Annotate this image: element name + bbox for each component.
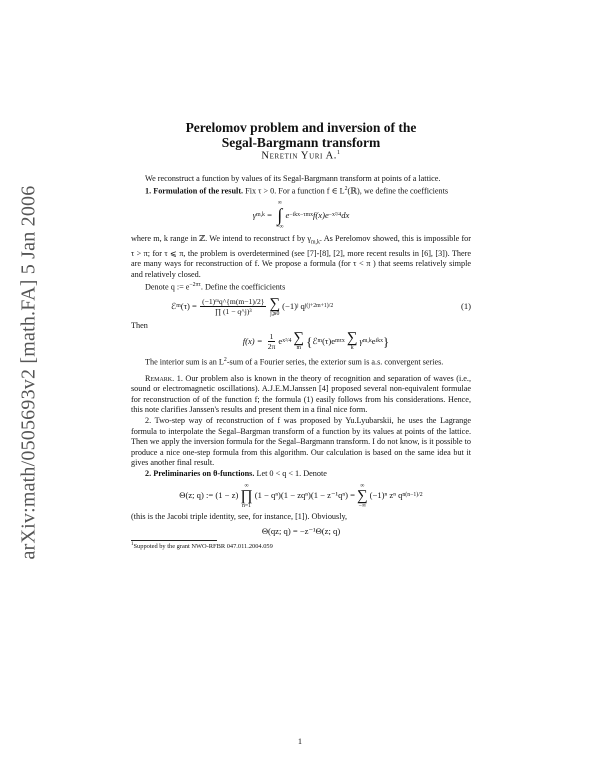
section-1-intro: 1. Formulation of the result. Fix τ > 0. For a function f ∈ $L^2(ℝ)$, we define the coefficients (145, 186, 449, 196)
gamma-equation: γ m,k = ∞ ∫ −∞ e −ikx−τmx f(x)e −x²/4 dx (252, 200, 350, 231)
theta-definition: Θ(z; q) := (1 − z) ∞ ∏ n=1 (1 − qⁿ)(1 − zqⁿ)(1 − z⁻¹qⁿ) = ∞ ∑ −∞ (−1)ⁿ zⁿ q n(n−1)/2 (179, 482, 423, 509)
section-2-intro: 2. Preliminaries on θ-functions. Let 0 < q < 1. Denote (145, 469, 327, 479)
paper-title: Perelomov problem and inversion of the Segal-Bargmann transform (185, 120, 417, 150)
page-number: 1 (297, 737, 303, 746)
footnote: $^1$Suppoted by the grant NWO-RFBR 047.011.2004.059 (131, 542, 273, 551)
arxiv-id: arXiv:math/0505693v2 [math.FA] 5 Jan 2006 (17, 185, 40, 560)
section-heading: 2. Preliminaries on θ-functions. (145, 469, 255, 479)
author: Neretin Yuri A.$^1$ (261, 150, 341, 162)
theta-shift-equation: Θ(qz; q) = −z⁻¹Θ(z; q) (261, 526, 341, 537)
equation-number: (1) (460, 301, 471, 312)
paper-page (131, 120, 471, 551)
denote-q: Denote q := $e^{-2\pi\tau}$. Define the coefficicients (145, 282, 286, 293)
section-heading: 1. Formulation of the result. (145, 186, 244, 196)
abstract: We reconstruct a function by values of its Segal-Bargmann transform at points of a lattice. (145, 173, 441, 183)
jacobi-note: (this is the Jacobi triple identity, see, for instance, [1]). Obviously, (131, 511, 348, 521)
then-label: Then (131, 320, 148, 330)
arxiv-sidebar-stamp (14, 175, 44, 570)
equation-2: f(x) = $\frac{1}{2\pi}$ e x²/4 ∑ m { ℰ m (τ)e mτx ∑ k γ m,k e ikx } (242, 330, 390, 352)
remark-2: 2. Two-step way of reconstruction of f was proposed by Yu.Lyubarskii, he uses the Lagrange formula to interpolate the Segal–Bargman transform of a function by its values at points of the lattice. Then we apply the inversion formula for the Segal–Bargmann transform. I do not know, is it possible to produce a nice one-step formula from this algorithm. Our calculation is based on the same idea but it gives another final result. (131, 416, 471, 468)
interior-sum-note: The interior sum is an $L^2$-sum of a Fourier series, the exterior sum is a.s. convergent series. (145, 357, 444, 368)
remark-1: Remark. 1. Our problem also is known in the theory of recognition and separation of waves (i.e., sound or electromagnetic oscillations). A.J.E.M.Janssen [4] proposed several non-equivalent formulae for reconstruction of of the function f; the formula (1) easily follows from his considerations. Hence, this note clarifies Janssen's results and present them in a final nice form. (131, 373, 471, 415)
perelomov-paragraph: where m, k range in ℤ. We intend to reconstruct f by $\gamma_{m,k}$. As Perelomov showed, this is impossible for τ > π; for τ ⩽ π, the problem is overdetermined (see [7]-[8], [2], more recent results in [6], [3]). There are many ways for reconstruction of f. We propose a formula (for τ < π ) that seems relatively simple and relatively closed. (131, 234, 471, 279)
equation-1: ℰ m (τ) = $\frac{\text{(−1)ᵐq\textasciicircum{}\{m(m−1)/2\}}}{\text{∏ (1 − q\textasciicircum{}j)³}}$ ∑ j⩾0 (−1)ʲ q j(j+2m+1)/2 (1) (171, 295, 471, 317)
